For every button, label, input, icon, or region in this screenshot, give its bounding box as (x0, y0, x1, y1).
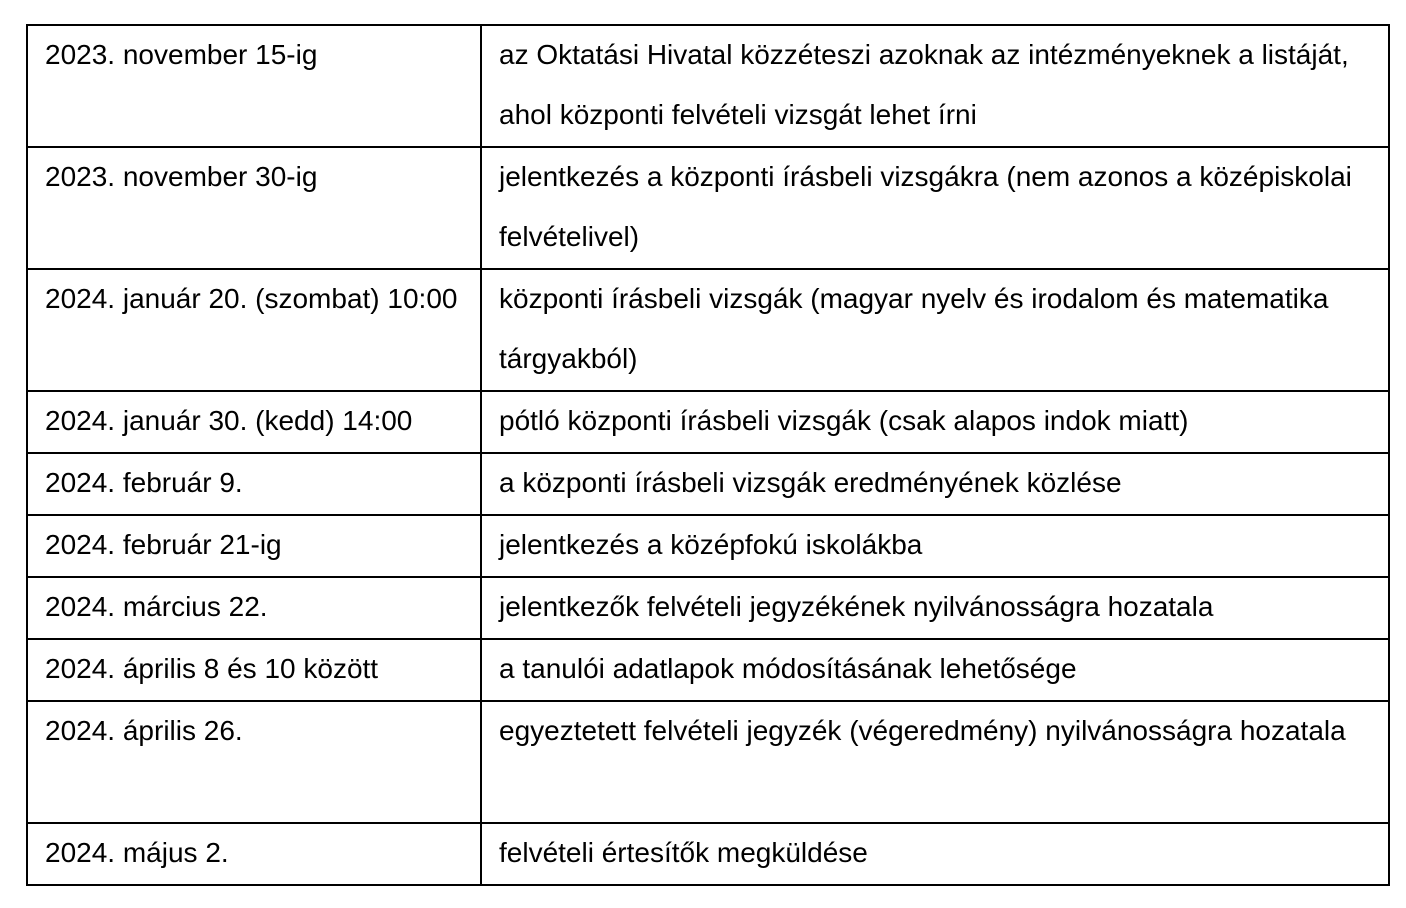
date-cell (27, 577, 481, 639)
event-cell (481, 269, 1389, 391)
date-cell (27, 147, 481, 269)
event-text: a tanulói adatlapok módosításának lehetősége (499, 653, 1077, 684)
date-cell (27, 269, 481, 391)
event-text: központi írásbeli vizsgák (magyar nyelv és irodalom és matematika tárgyakból) (499, 283, 1329, 374)
table-row (27, 25, 1389, 147)
event-text: felvételi értesítők megküldése (499, 837, 868, 868)
table-row (27, 823, 1389, 885)
date-cell (27, 453, 481, 515)
date-text: 2024. április 26. (45, 715, 243, 746)
date-text: 2024. január 30. (kedd) 14:00 (45, 405, 413, 436)
event-cell (481, 639, 1389, 701)
admission-schedule-table (26, 24, 1390, 886)
table-row (27, 391, 1389, 453)
event-cell (481, 147, 1389, 269)
date-cell (27, 515, 481, 577)
event-cell (481, 701, 1389, 823)
table-row (27, 453, 1389, 515)
event-text: jelentkezés a központi írásbeli vizsgákra (nem azonos a középiskolai felvételivel) (499, 161, 1352, 252)
date-text: 2023. november 15-ig (45, 39, 318, 70)
date-text: 2024. február 21-ig (45, 529, 282, 560)
date-cell (27, 25, 481, 147)
date-text: 2024. február 9. (45, 467, 243, 498)
table-row (27, 577, 1389, 639)
date-cell (27, 391, 481, 453)
event-cell (481, 453, 1389, 515)
date-cell (27, 701, 481, 823)
event-cell (481, 515, 1389, 577)
date-cell (27, 823, 481, 885)
table-row (27, 147, 1389, 269)
event-text: az Oktatási Hivatal közzéteszi azoknak az intézményeknek a listáját, ahol központi felvételi vizsgát lehet írni (499, 39, 1349, 130)
table-row (27, 701, 1389, 823)
date-cell (27, 639, 481, 701)
table-row (27, 269, 1389, 391)
event-cell (481, 577, 1389, 639)
table-row (27, 639, 1389, 701)
event-text: jelentkezők felvételi jegyzékének nyilvánosságra hozatala (499, 591, 1214, 622)
event-text: pótló központi írásbeli vizsgák (csak alapos indok miatt) (499, 405, 1189, 436)
event-cell (481, 823, 1389, 885)
table-row (27, 515, 1389, 577)
event-cell (481, 25, 1389, 147)
date-text: 2024. április 8 és 10 között (45, 653, 379, 684)
event-cell (481, 391, 1389, 453)
date-text: 2023. november 30-ig (45, 161, 318, 192)
date-text: 2024. március 22. (45, 591, 268, 622)
date-text: 2024. május 2. (45, 837, 229, 868)
event-text: jelentkezés a középfokú iskolákba (499, 529, 923, 560)
event-text: egyeztetett felvételi jegyzék (végeredmény) nyilvánosságra hozatala (499, 715, 1346, 746)
date-text: 2024. január 20. (szombat) 10:00 (45, 283, 458, 314)
event-text: a központi írásbeli vizsgák eredményének közlése (499, 467, 1122, 498)
